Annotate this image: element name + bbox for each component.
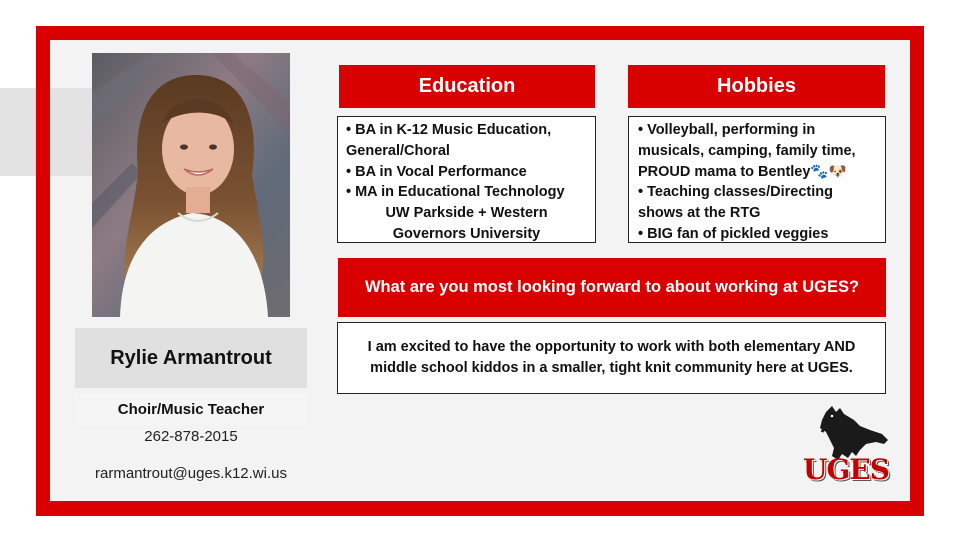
education-item: • BA in K-12 Music Education, General/Choral [346,122,552,159]
education-item: • BA in Vocal Performance [346,163,527,180]
answer-text: I am excited to have the opportunity to work with both elementary AND middle school kiddos in a smaller, tight knit community here at UGES. [367,339,856,376]
school-logo [796,404,896,490]
hobby-item: • Teaching classes/Directing shows at the RTG [638,184,833,222]
education-institution: Governors University [392,225,541,242]
education-item: • MA in Educational Technology [346,184,565,201]
education-box [337,116,596,243]
education-institution: UW Parkside + Western [385,205,548,222]
panel-stripe [50,88,96,176]
education-header: Education [338,64,596,109]
teacher-role: Choir/Music Teacher [75,393,307,425]
phone-number[interactable]: 262-878-2015 [144,428,238,445]
hobby-item: • Volleyball, performing in musicals, camping, family time, PROUD mama to Bentley🐾🐶 [638,122,856,180]
email-address[interactable]: rarmantrout@uges.k12.wi.us [95,465,287,482]
portrait-illustration [92,53,290,317]
hobbies-header: Hobbies [627,64,886,109]
teacher-name: Rylie Armantrout [75,328,307,388]
hobby-item: • BIG fan of pickled veggies [638,225,829,242]
question-header: What are you most looking forward to about working at UGES? [338,258,886,317]
logo-text: UGES [803,453,889,486]
answer-box [337,322,886,394]
profile-photo [92,53,290,317]
hobbies-box [628,116,886,243]
